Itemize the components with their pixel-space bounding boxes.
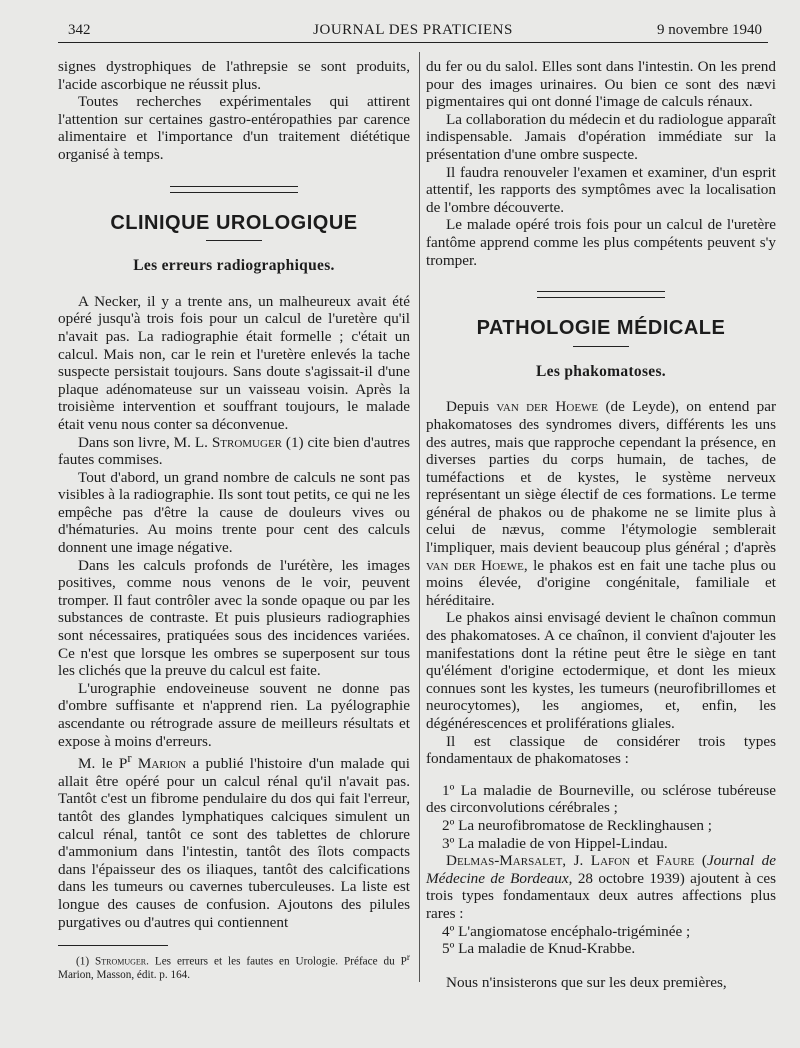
author-name: van der Hoewe	[426, 556, 524, 574]
article-paragraph: M. le $P^r$ Marion a publié l'histoire d'un malade qui allait être opéré pour un calcul rénal qu'il n'avait pas. Tantôt c'est un fibrome pendulaire du dos qui fait l'erreur, tantôt des glandes lymphatiques calciques simulent un calcul rénal, tantôt ce sont des tablettes de chlorure d'ammonium dans l'intestin, tantôt des îlots compacts dans l'épaisseur des os iliaques, tantôt des calcifications dans les tumeurs ou cavernes tuberculeuses. La liste est longue des causes de confusion. Ajoutons des pilules purgatives ou d'autres qui contiennent	[58, 751, 410, 931]
article-paragraph: Dans les calculs profonds de l'urétère, les images positives, comme nous venons de le voir, peuvent tromper. Il faut contrôler avec la sonde opaque ou par les substances de contraste. Et puis plusieurs radiographies sont nécessaires, pratiquées sous des incidences variées. Ce n'est que lorsque les ombres se superposent sur tous les clichés que la preuve du calcul est faite.	[58, 556, 410, 680]
article-paragraph: Le phakos ainsi envisagé devient le chaînon commun des phakomatoses. A ce chaînon, il convient d'ajouter les manifestations dont la rétine peut être le siège en tant qu'élément d'origine ectodermique, et dont les mieux connues sont les kystes, les tumeurs (neurofibrillomes et neurocytomes), les angiomes, et, enfin, les dégénérescences et proliférations gliales.	[426, 609, 776, 732]
section-title-pathologie: PATHOLOGIE MÉDICALE	[476, 317, 726, 340]
section-separator	[537, 291, 665, 298]
author-name: Stromuger	[211, 433, 282, 451]
article-subtitle: Les phakomatoses.	[536, 362, 666, 380]
page-header	[58, 20, 768, 43]
page-number: 342	[68, 22, 91, 38]
list-item: 5º La maladie de Knud-Krabbe.	[442, 940, 636, 958]
article-paragraph: Tout d'abord, un grand nombre de calculs ne sont pas visibles à la radiographie. Ils sont tout petits, ce qui ne les empêche pas d'être la cause de douleurs vives ou d'hématuries. Au moins trente pour cent des calculs donnent une image négative.	[58, 468, 410, 557]
journal-reference: Journal de Médecine de Bordeaux	[426, 852, 777, 887]
footnote-rule	[58, 945, 168, 946]
intro-paragraph-2: Toutes recherches expérimentales qui attirent l'attention sur certaines gastro-entéropathies par carence alimentaire et l'importance d'un traitement diététique organisé à temps.	[58, 93, 410, 163]
issue-date: 9 novembre 1940	[657, 22, 762, 38]
section-title-urologie: CLINIQUE UROLOGIQUE	[110, 211, 358, 234]
article-paragraph: La collaboration du médecin et du radiologue apparaît indispensable. Jamais d'opération immédiate sur la présentation d'une ombre suspecte.	[426, 110, 776, 163]
phakomatoses-list	[426, 782, 776, 852]
author-name: Faure	[655, 852, 695, 870]
article-paragraph: Le malade opéré trois fois pour un calcul de l'uretère fantôme apprend comme les plus compétents peuvent s'y tromper.	[426, 216, 776, 269]
article-paragraph: Nous n'insisterons que sur les deux premières,	[446, 973, 727, 991]
author-name: van der Hoewe	[496, 398, 599, 416]
author-name: Delmas-Marsalet, J. Lafon	[446, 852, 631, 870]
list-item: 3º La maladie de von Hippel-Lindau.	[442, 834, 668, 852]
footnote: (1) Stromuger. Les erreurs et les fautes en Urologie. Préface du $P^r$ Marion, Masson, édit. p. 164.	[58, 953, 410, 981]
article-paragraph: du fer ou du salol. Elles sont dans l'intestin. On les prend pour des images urinaires. Ou bien ce sont des nævi pigmentaires qui ont donné l'image de calculs rénaux.	[426, 58, 776, 111]
journal-title: JOURNAL DES PRATICIENS	[313, 22, 513, 38]
article-paragraph: A Necker, il y a trente ans, un malheureux avait été opéré jusqu'à trois fois pour un calcul de l'uretère qu'il n'avait pas. La radiographie était formelle ; c'était un calcul. Mais non, car le rein et l'uretère enlevés la tache suspecte persistait toujours. Sans doute s'agissait-il d'une plaque adénomateuse sur un vaisseau voisin. Après la troisième intervention et souffrant toujours, le malade était venu nous conter sa déconvenue.	[58, 292, 410, 433]
list-item: 2º La neurofibromatose de Recklinghausen ;	[442, 816, 712, 834]
title-underline	[206, 240, 262, 241]
article-subtitle: Les erreurs radiographiques.	[133, 257, 335, 275]
article-paragraph: Depuis van der Hoewe (de Leyde), on entend par phakomatoses des syndromes divers, différents les uns des autres, mais que rapproche cependant la présence, en diverses parties du corps humain, de taches, de tuméfactions et de kystes, le système nerveux représentant un siège électif de ces formations. Le terme général de phakos ou de phakome ne se limite plus à celui de nævus, comme l'étymologie semblerait l'impliquer, mais devient beaucoup plus général ; d'après van der Hoewe, le phakos est en fait une tache plus ou moins élevée, d'origine congénitale, familiale et héréditaire.	[426, 398, 777, 609]
intro-paragraph-1: signes dystrophiques de l'athrepsie se sont produits, l'acide ascorbique ne réussit plus.	[58, 58, 410, 93]
section-separator	[170, 186, 298, 193]
article-paragraph: Il faudra renouveler l'examen et examiner, d'un esprit attentif, les rapports des symptômes avec la localisation de l'ombre découverte.	[426, 163, 776, 216]
list-item: 4º L'angiomatose encéphalo-trigéminée ;	[442, 922, 691, 940]
list-item: 1º La maladie de Bourneville, ou sclérose tubéreuse des circonvolutions cérébrales ;	[426, 781, 776, 817]
title-underline	[573, 346, 629, 347]
author-name: Marion	[131, 755, 187, 773]
article-paragraph: Delmas-Marsalet, J. Lafon et Faure (Journal de Médecine de Bordeaux, 28 octobre 1939) ajoutent à ces trois types fondamentaux deux autres affections plus rares :	[426, 852, 777, 922]
column-divider	[419, 52, 420, 982]
article-paragraph: L'urographie endoveineuse souvent ne donne pas d'ombre suffisante et n'apprend rien. La pyélographie ascendante ou rétrograde assure de meilleurs résultats et expose à moins d'erreurs.	[58, 679, 410, 750]
article-paragraph: Il est classique de considérer trois types fondamentaux de phakomatoses :	[426, 732, 776, 768]
left-column	[58, 58, 410, 982]
article-paragraph: Dans son livre, M. L. Stromuger (1) cite bien d'autres fautes commises.	[58, 433, 410, 469]
rare-affections-list	[426, 923, 776, 958]
right-column	[426, 58, 776, 991]
